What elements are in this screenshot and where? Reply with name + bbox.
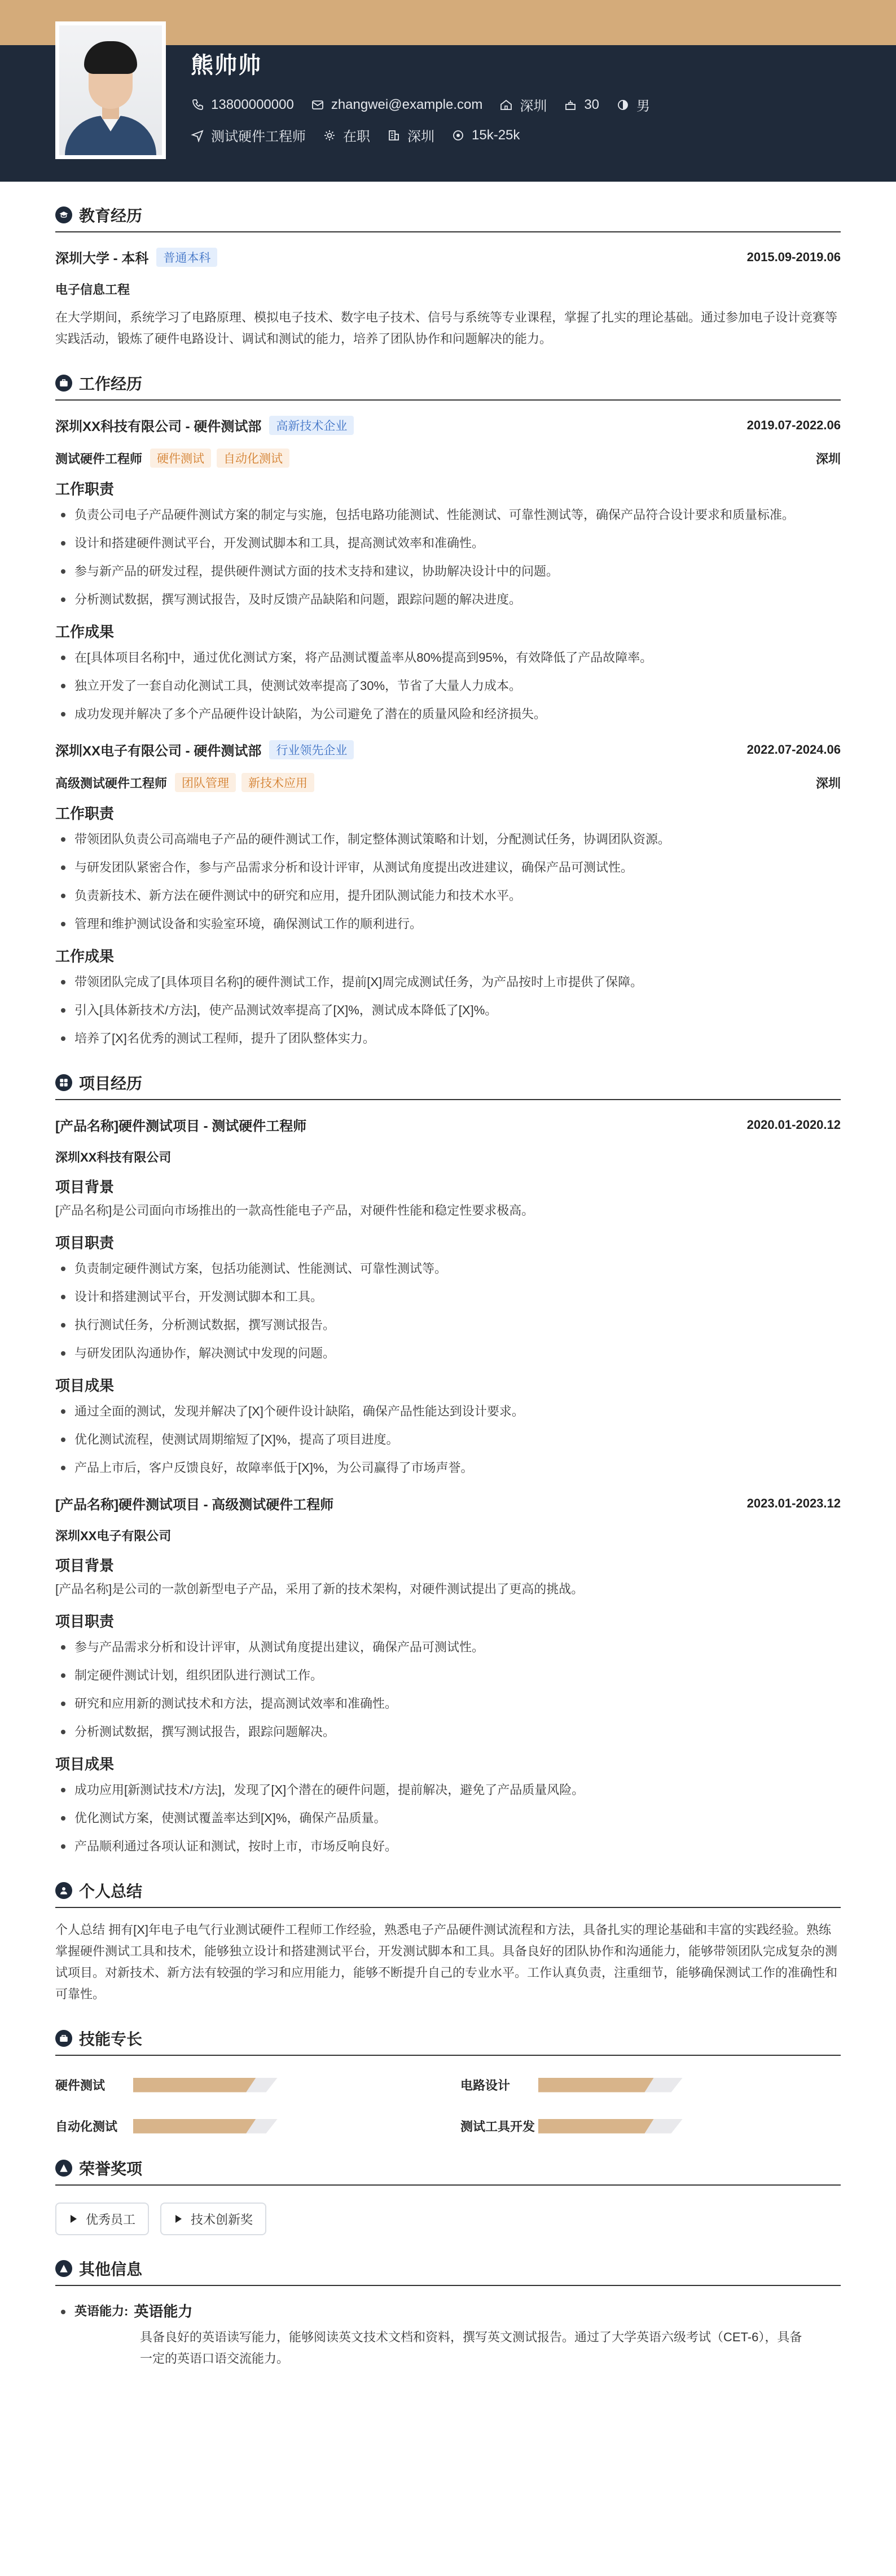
mail-icon <box>311 98 324 112</box>
skill-item <box>460 2117 841 2135</box>
project-company: 深圳XX科技有限公司 <box>55 1150 172 1164</box>
skill-tag: 新技术应用 <box>241 773 314 792</box>
coin-icon <box>451 129 465 142</box>
list-item: 优化测试流程，使测试周期缩短了[X]%，提高了项目进度。 <box>55 1429 841 1450</box>
school-type-tag: 普通本科 <box>156 248 217 267</box>
list-item: 通过全面的测试，发现并解决了[X]个硬件设计缺陷，确保产品性能达到设计要求。 <box>55 1401 841 1422</box>
job-intent-row <box>191 125 537 145</box>
section-heading: 个人总结 <box>79 1883 143 1900</box>
section-heading: 工作经历 <box>79 375 143 393</box>
section-heading: 技能专长 <box>79 2030 143 2048</box>
education-section-title <box>55 201 841 232</box>
result-heading: 项目成果 <box>55 1377 115 1394</box>
project-name: [产品名称]硬件测试项目 - 高级测试硬件工程师 <box>55 1497 334 1513</box>
result-heading: 工作成果 <box>55 623 115 640</box>
building-icon <box>387 129 401 142</box>
work-location: 深圳 <box>815 451 841 466</box>
duty-heading: 项目职责 <box>55 1234 115 1251</box>
list-item: 与研发团队紧密合作，参与产品需求分析和设计评审，从测试角度提出改进建议，确保产品可测试性。 <box>55 857 841 878</box>
skill-bar-fill <box>133 2078 256 2093</box>
project-period: 2023.01-2023.12 <box>746 1496 841 1510</box>
list-item: 设计和搭建测试平台，开发测试脚本和工具。 <box>55 1286 841 1308</box>
skill-bar <box>133 2119 278 2134</box>
work-entry-head <box>55 415 841 435</box>
age-text: 30 <box>584 96 600 112</box>
project-company-line <box>55 1148 841 1166</box>
work-entry <box>55 740 841 1049</box>
section-heading: 其他信息 <box>79 2261 143 2278</box>
bullet-dot <box>61 2310 65 2314</box>
target-city-item <box>387 125 434 145</box>
company-tag: 行业领先企业 <box>269 740 354 759</box>
cake-icon <box>564 98 577 112</box>
duty-list <box>55 1637 841 1743</box>
status-item <box>323 125 370 145</box>
major-name: 电子信息工程 <box>55 283 130 297</box>
city-text: 深圳 <box>520 99 547 114</box>
salary-text: 15k-25k <box>472 127 520 143</box>
email-text: zhangwei@example.com <box>331 96 483 112</box>
email-item <box>311 97 483 113</box>
duty-heading: 项目职责 <box>55 1613 115 1630</box>
skill-bar-fill <box>133 2119 256 2134</box>
list-item: 分析测试数据，撰写测试报告，及时反馈产品缺陷和问题，跟踪问题的解决进度。 <box>55 589 841 610</box>
skill-bar <box>133 2078 278 2093</box>
skill-bar-fill <box>538 2078 654 2093</box>
briefcase-icon <box>55 375 72 392</box>
list-item: 引入[具体新技术/方法]，使产品测试效率提高了[X]%，测试成本降低了[X]%。 <box>55 1000 841 1021</box>
job-title-item <box>191 125 306 145</box>
skill-bar <box>538 2078 683 2093</box>
graduation-cap-icon <box>55 206 72 223</box>
award-chip <box>55 2203 149 2235</box>
position-name: 测试硬件工程师 <box>55 451 143 466</box>
home-icon <box>499 98 513 112</box>
avatar <box>59 25 162 155</box>
other-section-title <box>55 2254 841 2286</box>
phone-text: 13800000000 <box>211 96 294 112</box>
candidate-name: 熊帅帅 <box>191 53 262 78</box>
position-name: 高级测试硬件工程师 <box>55 776 168 790</box>
company-name: 深圳XX电子有限公司 - 硬件测试部 <box>55 744 262 759</box>
contact-row <box>191 95 667 115</box>
work-entry <box>55 415 841 725</box>
result-list <box>55 1779 841 1857</box>
duty-heading: 工作职责 <box>55 481 115 498</box>
result-list <box>55 1401 841 1479</box>
project-company: 深圳XX电子有限公司 <box>55 1529 172 1543</box>
info-icon <box>55 2260 72 2277</box>
major-line <box>55 280 841 298</box>
skill-item <box>55 2076 460 2094</box>
project-section-title <box>55 1069 841 1100</box>
play-icon <box>69 2214 78 2223</box>
work-period: 2022.07-2024.06 <box>746 742 841 757</box>
position-line <box>55 773 841 792</box>
project-period: 2020.01-2020.12 <box>746 1117 841 1132</box>
list-item: 产品顺利通过各项认证和测试，按时上市，市场反响良好。 <box>55 1836 841 1857</box>
award-name: 技术创新奖 <box>191 2212 253 2227</box>
list-item: 研究和应用新的测试技术和方法，提高测试效率和准确性。 <box>55 1693 841 1715</box>
award-chip <box>160 2203 266 2235</box>
project-background: [产品名称]是公司的一款创新型电子产品，采用了新的技术架构，对硬件测试提出了更高的挑战。 <box>55 1582 584 1596</box>
list-item: 成功应用[新测试技术/方法]，发现了[X]个潜在的硬件问题，提前解决，避免了产品质量风险。 <box>55 1779 841 1801</box>
awards-section-title <box>55 2154 841 2186</box>
skill-tag: 自动化测试 <box>217 449 289 468</box>
section-heading: 项目经历 <box>79 1075 143 1092</box>
skills-section-title <box>55 2024 841 2056</box>
list-item: 设计和搭建硬件测试平台，开发测试脚本和工具，提高测试效率和准确性。 <box>55 533 841 554</box>
target-city-text: 深圳 <box>407 129 434 144</box>
work-section-title <box>55 369 841 401</box>
city-item <box>499 95 547 115</box>
list-item: 培养了[X]名优秀的测试工程师，提升了团队整体实力。 <box>55 1028 841 1049</box>
send-icon <box>191 129 204 142</box>
phone-icon <box>191 98 204 112</box>
summary-text: 个人总结 拥有[X]年电子电气行业测试硬件工程师工作经验，熟悉电子产品硬件测试流程和方法，具备扎实的理论基础和丰富的实践经验。熟练掌握硬件测试工具和技术，能够独立设计和搭建测试平台，开发测试脚本和工具。具备良好的团队协作和沟通能力，能够带领团队完成复杂的测试项目。对新技术、新方法有较强的学习和应用能力，能够不断提升自己的专业水平。工作认真负责，注重细节，能够确保测试工作的准确性和可靠性。 <box>55 1923 838 2001</box>
list-item: 优化测试方案，使测试覆盖率达到[X]%，确保产品质量。 <box>55 1808 841 1829</box>
skill-name: 测试工具开发 <box>460 2120 535 2134</box>
toolbox-icon <box>55 2030 72 2047</box>
background-heading: 项目背景 <box>55 1179 115 1195</box>
list-item: 管理和维护测试设备和实验室环境，确保测试工作的顺利进行。 <box>55 913 841 935</box>
grid-icon <box>55 1074 72 1091</box>
skills-grid <box>55 2076 841 2135</box>
list-item: 分析测试数据，撰写测试报告，跟踪问题解决。 <box>55 1721 841 1743</box>
list-item: 执行测试任务，分析测试数据，撰写测试报告。 <box>55 1315 841 1336</box>
skill-item <box>460 2076 841 2094</box>
project-company-line <box>55 1527 841 1544</box>
age-item <box>564 97 599 113</box>
avatar-frame <box>55 21 166 159</box>
list-item: 制定硬件测试计划，组织团队进行测试工作。 <box>55 1665 841 1686</box>
company-tag: 高新技术企业 <box>269 416 354 435</box>
section-heading: 荣誉奖项 <box>79 2160 143 2178</box>
job-title-text: 测试硬件工程师 <box>211 129 306 144</box>
gender-text: 男 <box>636 99 651 114</box>
work-location: 深圳 <box>815 776 841 790</box>
gender-item <box>616 95 650 115</box>
project-name: [产品名称]硬件测试项目 - 测试硬件工程师 <box>55 1119 307 1134</box>
summary-section-title <box>55 1876 841 1908</box>
project-background: [产品名称]是公司面向市场推出的一款高性能电子产品，对硬件性能和稳定性要求极高。 <box>55 1203 534 1217</box>
list-item: 负责制定硬件测试方案，包括功能测试、性能测试、可靠性测试等。 <box>55 1258 841 1280</box>
duty-list <box>55 504 841 610</box>
skill-tag: 团队管理 <box>175 773 236 792</box>
resume-body <box>55 182 841 2370</box>
skill-item <box>55 2117 460 2135</box>
project-entry <box>55 1115 841 1479</box>
education-entry-head <box>55 247 841 267</box>
list-item: 带领团队完成了[具体项目名称]的硬件测试工作，提前[X]周完成测试任务，为产品按时上市提供了保障。 <box>55 972 841 993</box>
list-item: 负责新技术、新方法在硬件测试中的研究和应用，提升团队测试能力和技术水平。 <box>55 885 841 907</box>
salary-item <box>451 128 520 143</box>
list-item: 参与产品需求分析和设计评审，从测试角度提出建议，确保产品可测试性。 <box>55 1637 841 1658</box>
project-entry <box>55 1493 841 1857</box>
awards-list <box>55 2203 841 2235</box>
user-icon <box>55 1882 72 1899</box>
education-description: 在大学期间，系统学习了电路原理、模拟电子技术、数字电子技术、信号与系统等专业课程，掌握了扎实的理论基础。通过参加电子设计竞赛等实践活动，锻炼了硬件电路设计、调试和测试的能力，培养了团队协作和问题解决的能力。 <box>55 310 838 346</box>
result-heading: 工作成果 <box>55 948 115 965</box>
school-name: 深圳大学 - 本科 <box>55 251 149 266</box>
work-entry-head <box>55 740 841 759</box>
skill-name: 电路设计 <box>460 2078 511 2093</box>
duty-list <box>55 829 841 935</box>
result-list <box>55 972 841 1049</box>
project-entry-head <box>55 1115 841 1135</box>
company-name: 深圳XX科技有限公司 - 硬件测试部 <box>55 419 262 434</box>
other-label: 英语能力: <box>74 2304 129 2318</box>
award-name: 优秀员工 <box>86 2212 136 2227</box>
skill-bar-fill <box>538 2119 654 2134</box>
list-item: 在[具体项目名称]中，通过优化测试方案，将产品测试覆盖率从80%提高到95%，有效降低了产品故障率。 <box>55 647 841 669</box>
status-text: 在职 <box>343 129 370 144</box>
skill-tag: 硬件测试 <box>150 449 211 468</box>
list-item: 负责公司电子产品硬件测试方案的制定与实施，包括电路功能测试、性能测试、可靠性测试等，确保产品符合设计要求和质量标准。 <box>55 504 841 526</box>
gender-icon <box>616 98 630 112</box>
duty-heading: 工作职责 <box>55 805 115 822</box>
other-text: 具备良好的英语读写能力，能够阅读英文技术文档和资料，撰写英文测试报告。通过了大学英语六级考试（CET-6），具备一定的英语口语交流能力。 <box>140 2330 802 2366</box>
other-info <box>55 2302 841 2370</box>
background-heading: 项目背景 <box>55 1557 115 1574</box>
skill-bar <box>538 2119 683 2134</box>
list-item: 带领团队负责公司高端电子产品的硬件测试工作，制定整体测试策略和计划，分配测试任务，协调团队资源。 <box>55 829 841 850</box>
list-item: 与研发团队沟通协作，解决测试中发现的问题。 <box>55 1343 841 1364</box>
award-icon <box>55 2160 72 2177</box>
play-icon <box>174 2214 183 2223</box>
other-title: 英语能力 <box>134 2303 193 2320</box>
gear-icon <box>323 129 336 142</box>
phone-item <box>191 97 294 113</box>
work-period: 2019.07-2022.06 <box>746 417 841 432</box>
list-item: 独立开发了一套自动化测试工具，使测试效率提高了30%，节省了大量人力成本。 <box>55 675 841 697</box>
list-item: 参与新产品的研发过程，提供硬件测试方面的技术支持和建议，协助解决设计中的问题。 <box>55 561 841 582</box>
list-item: 产品上市后，客户反馈良好，故障率低于[X]%，为公司赢得了市场声誉。 <box>55 1457 841 1479</box>
skill-name: 硬件测试 <box>55 2078 106 2093</box>
project-entry-head <box>55 1493 841 1513</box>
list-item: 成功发现并解决了多个产品硬件设计缺陷，为公司避免了潜在的质量风险和经济损失。 <box>55 704 841 725</box>
result-heading: 项目成果 <box>55 1756 115 1773</box>
position-line <box>55 449 841 468</box>
skill-name: 自动化测试 <box>55 2120 118 2134</box>
section-heading: 教育经历 <box>79 207 143 225</box>
education-period: 2015.09-2019.06 <box>746 249 841 264</box>
result-list <box>55 647 841 725</box>
resume-header <box>0 0 896 182</box>
duty-list <box>55 1258 841 1364</box>
